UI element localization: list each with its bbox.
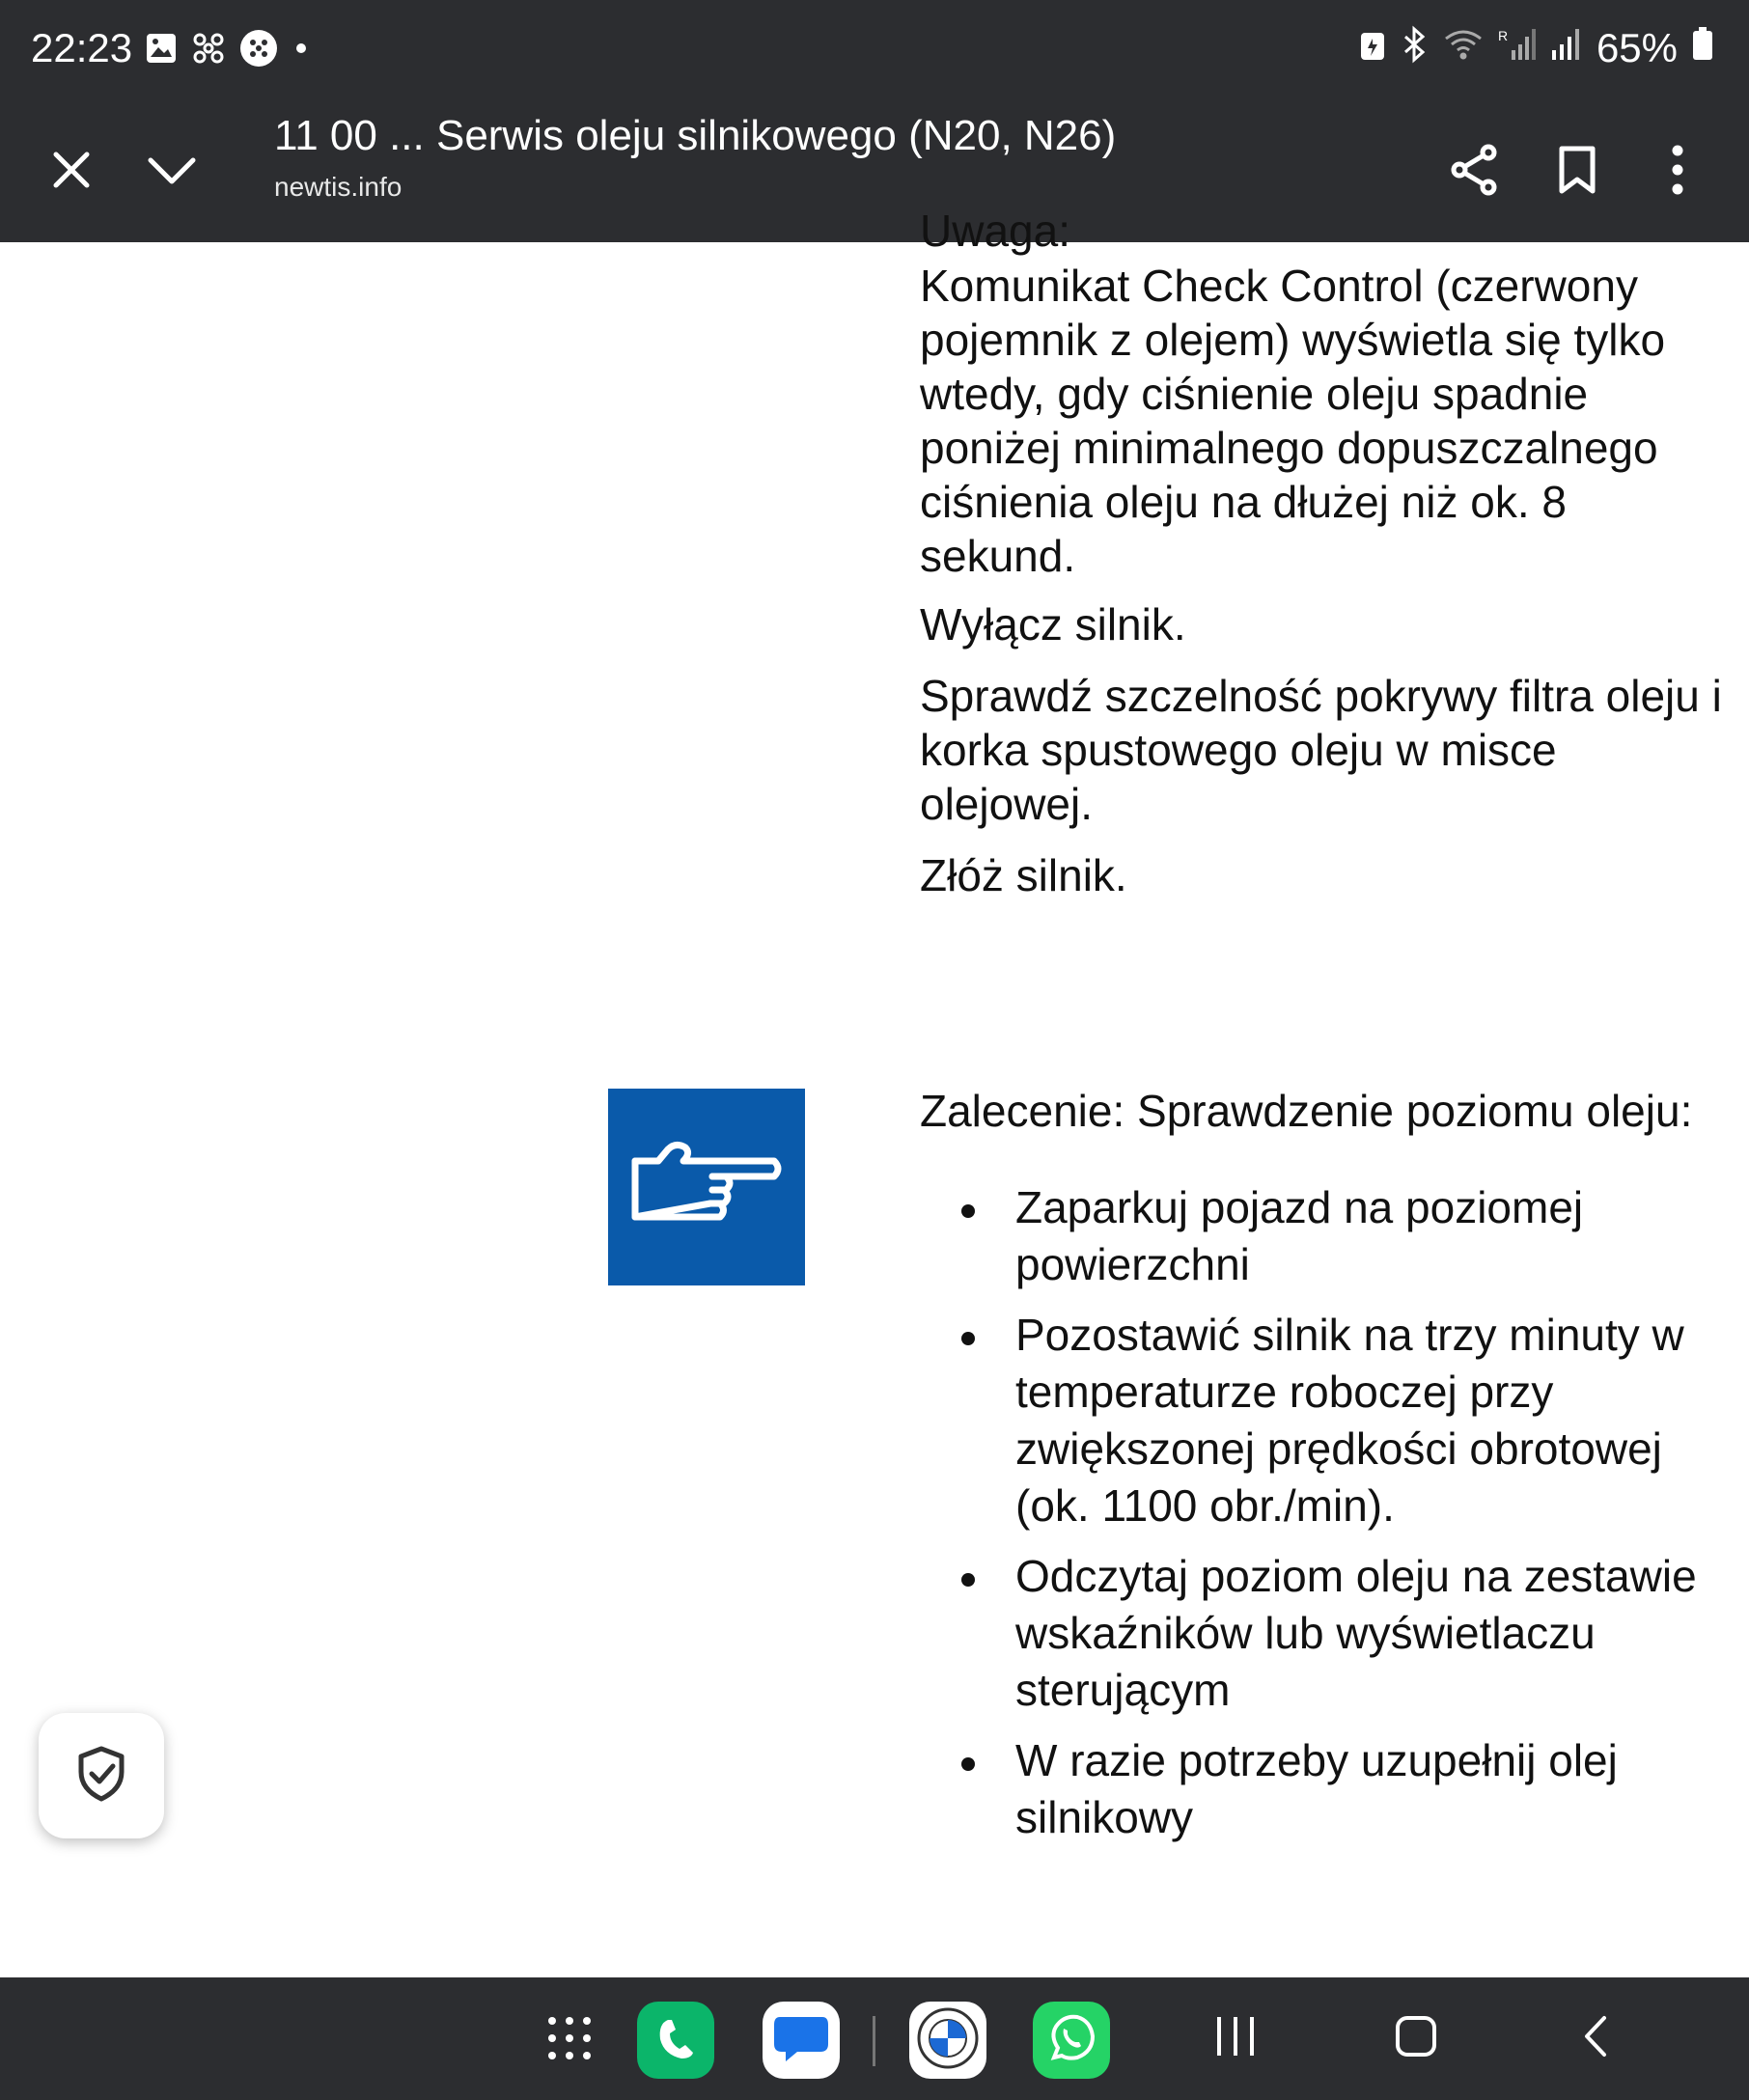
gallery-icon [145,32,178,69]
battery-percent: 65% [1596,25,1678,70]
pointing-hand-image [608,1089,805,1285]
signal-r-icon [1498,25,1537,71]
status-right-icons [1359,25,1714,71]
more-options-button[interactable] [1639,133,1716,210]
shield-check-icon [75,1745,127,1808]
warning-text: Komunikat Check Control (czerwony pojemnik z olejem) wyświetla się tylko wtedy, gdy ciśnienie oleju spadnie poniżej minimalnego dopuszczalnego ciśnienia oleju na dłużej niż ok. 8 sekund. [920,261,1666,581]
dot-icon [292,39,311,63]
status-left-icons [145,29,311,72]
recommendation-list [920,1179,1731,1860]
wifi-icon [1442,25,1485,71]
status-time: 22:23 [31,25,133,70]
back-chevron-icon [1579,2014,1612,2063]
home-icon [1394,2014,1438,2063]
back-button[interactable] [1562,2004,1629,2072]
list-item: W razie potrzeby uzupełnij olej silnikowy [920,1732,1731,1846]
step-assemble: Złóż silnik. [920,850,1127,900]
app-drawer-button[interactable] [531,2002,608,2079]
svg-text:R: R [1497,28,1509,43]
step-engine-off: Wyłącz silnik. [920,599,1186,649]
bmw-logo-icon [916,2006,980,2075]
messages-app-button[interactable] [763,2002,840,2079]
dock-divider [873,2016,875,2066]
more-vert-icon [1670,145,1685,200]
signal-icon [1550,25,1583,71]
phone-app-button[interactable] [637,2002,714,2079]
list-item: Zaparkuj pojazd na poziomej powierzchni [920,1179,1731,1293]
recent-apps-button[interactable] [1202,2004,1269,2072]
chat-bubble-icon [772,2013,830,2068]
security-shield-button[interactable] [39,1713,164,1838]
minimize-button[interactable] [133,133,210,210]
whatsapp-icon [1044,2011,1098,2070]
bookmark-button[interactable] [1539,133,1616,210]
web-content [0,206,1749,1977]
battery-icon [1691,25,1714,71]
apps-grid-icon [545,2014,594,2067]
home-button[interactable] [1382,2004,1450,2072]
status-bar [0,0,1749,104]
close-icon [50,149,93,196]
fan-icon [191,31,226,70]
whatsapp-app-button[interactable] [1033,2002,1110,2079]
page-domain: newtis.info [274,172,403,202]
battery-saver-icon [1359,25,1386,71]
chevron-down-icon [147,152,197,192]
dots-app-icon [239,29,278,72]
page-title: 11 00 ... Serwis oleju silnikowego (N20, N26) [274,112,1117,159]
navigation-bar [0,1977,1749,2100]
recents-icon [1213,2015,1258,2062]
bluetooth-icon [1400,25,1429,71]
phone-icon [654,2014,697,2067]
list-item: Pozostawić silnik na trzy minuty w temperaturze roboczej przy zwiększonej prędkości obrotowej (ok. 1100 obr./min). [920,1307,1731,1534]
bookmark-icon [1556,145,1598,200]
recommendation-heading: Zalecenie: Sprawdzenie poziomu oleju: [920,1086,1693,1136]
close-button[interactable] [33,133,110,210]
bmw-app-button[interactable] [909,2002,986,2079]
list-item: Odczytaj poziom oleju na zestawie wskaźników lub wyświetlaczu sterującym [920,1548,1731,1719]
warning-cut-line: Uwaga: [920,206,1070,256]
step-check-seal: Sprawdź szczelność pokrywy filtra oleju i korka spustowego oleju w misce olejowej. [920,671,1722,829]
share-icon [1448,143,1502,202]
pointing-hand-icon [629,1132,784,1243]
share-button[interactable] [1436,133,1513,210]
